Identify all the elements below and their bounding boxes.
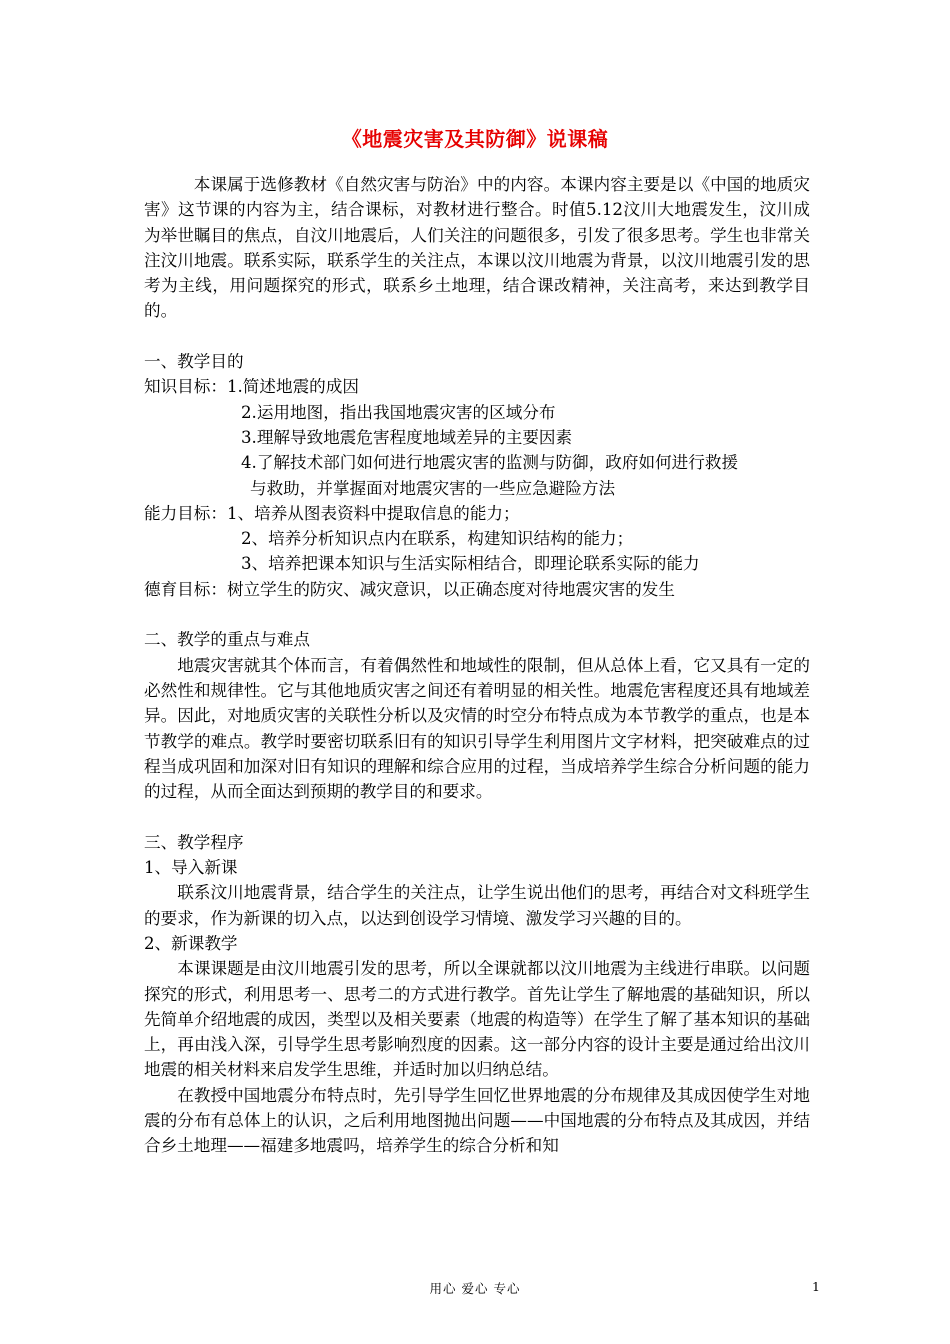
section-heading-objectives: 一、教学目的: [144, 352, 244, 372]
knowledge-goal-item: 3.理解导致地震危害程度地域差异的主要因素: [241, 427, 573, 447]
moral-goal-row: [144, 577, 810, 602]
document-body: [144, 172, 810, 1159]
page-number: 1: [812, 1279, 820, 1294]
ability-goal-item: 3、培养把课本知识与生活实际相结合，即理论联系实际的能力: [241, 554, 700, 574]
knowledge-goal-item: 与救助，并掌握面对地震灾害的一些应急避险方法: [250, 478, 616, 498]
intro-lesson-paragraph: 联系汶川地震背景，结合学生的关注点，让学生说出他们的思考，再结合对文科班学生的要求，作为新课的切入点，以达到创设学习情境、激发学习兴趣的目的。: [144, 883, 810, 928]
ability-goal-label: 能力目标：: [144, 503, 227, 523]
ability-goal-item: 1、培养从图表资料中提取信息的能力；: [226, 503, 520, 523]
moral-goal-text: 树立学生的防灾、减灾意识，以正确态度对待地震灾害的发生: [226, 579, 675, 599]
section-heading-keypoints: 二、教学的重点与难点: [144, 630, 310, 650]
spacer: [144, 804, 810, 829]
spacer: [144, 324, 810, 349]
subsection-heading-new-lesson: 2、新课教学: [144, 933, 238, 953]
section-heading-procedure: 三、教学程序: [144, 832, 244, 852]
footer-motto: 用心 爱心 专心: [429, 1281, 521, 1296]
knowledge-goal-row: [144, 374, 810, 399]
intro-paragraph: 本课属于选修教材《自然灾害与防治》中的内容。本课内容主要是以《中国的地质灾害》这节课的内容为主，结合课标，对教材进行整合。时值5.12汶川大地震发生，汶川成为举世瞩目的焦点，自汶川地震后，人们关注的问题很多，引发了很多思考。学生也非常关注汶川地震。联系实际，联系学生的关注点，本课以汶川地震为背景，以汶川地震引发的思考为主线，用问题探究的形式，联系乡土地理，结合课改精神，关注高考，来达到教学目的。: [144, 175, 810, 321]
new-lesson-paragraph: 在教授中国地震分布特点时，先引导学生回忆世界地震的分布规律及其成因使学生对地震的分布有总体上的认识，之后利用地图抛出问题——中国地震的分布特点及其成因，并结合乡土地理——福建多地震吗，培养学生的综合分析和知: [144, 1085, 810, 1156]
ability-goal-row: [144, 501, 810, 526]
document-title: 《地震灾害及其防御》说课稿: [341, 127, 609, 151]
ability-goal-item: 2、培养分析知识点内在联系，构建知识结构的能力；: [241, 529, 634, 549]
knowledge-goal-item: 1.简述地震的成因: [226, 377, 359, 397]
knowledge-goal-item: 2.运用地图，指出我国地震灾害的区域分布: [241, 402, 556, 422]
moral-goal-label: 德育目标：: [144, 579, 227, 599]
subsection-heading-intro: 1、导入新课: [144, 858, 238, 878]
knowledge-goal-item: 4.了解技术部门如何进行地震灾害的监测与防御，政府如何进行救援: [241, 453, 739, 473]
keypoints-paragraph: 地震灾害就其个体而言，有着偶然性和地域性的限制，但从总体上看，它又具有一定的必然性和规律性。它与其他地质灾害之间还有着明显的相关性。地震危害程度还具有地域差异。因此，对地质灾害的关联性分析以及灾情的时空分布特点成为本节教学的重点，也是本节教学的难点。教学时要密切联系旧有的知识引导学生利用图片文字材料，把突破难点的过程当成巩固和加深对旧有知识的理解和综合应用的过程，当成培养学生综合分析问题的能力的过程，从而全面达到预期的教学目的和要求。: [144, 655, 810, 802]
spacer: [144, 602, 810, 627]
new-lesson-paragraph: 本课课题是由汶川地震引发的思考，所以全课就都以汶川地震为主线进行串联。以问题探究的形式，利用思考一、思考二的方式进行教学。首先让学生了解地震的基础知识，所以先简单介绍地震的成因，类型以及相关要素（地震的构造等）在学生了解了基本知识的基础上，再由浅入深，引导学生思考影响烈度的因素。这一部分内容的设计主要是通过给出汶川地震的相关材料来启发学生思维，并适时加以归纳总结。: [144, 959, 810, 1080]
knowledge-goal-label: 知识目标：: [144, 377, 227, 397]
